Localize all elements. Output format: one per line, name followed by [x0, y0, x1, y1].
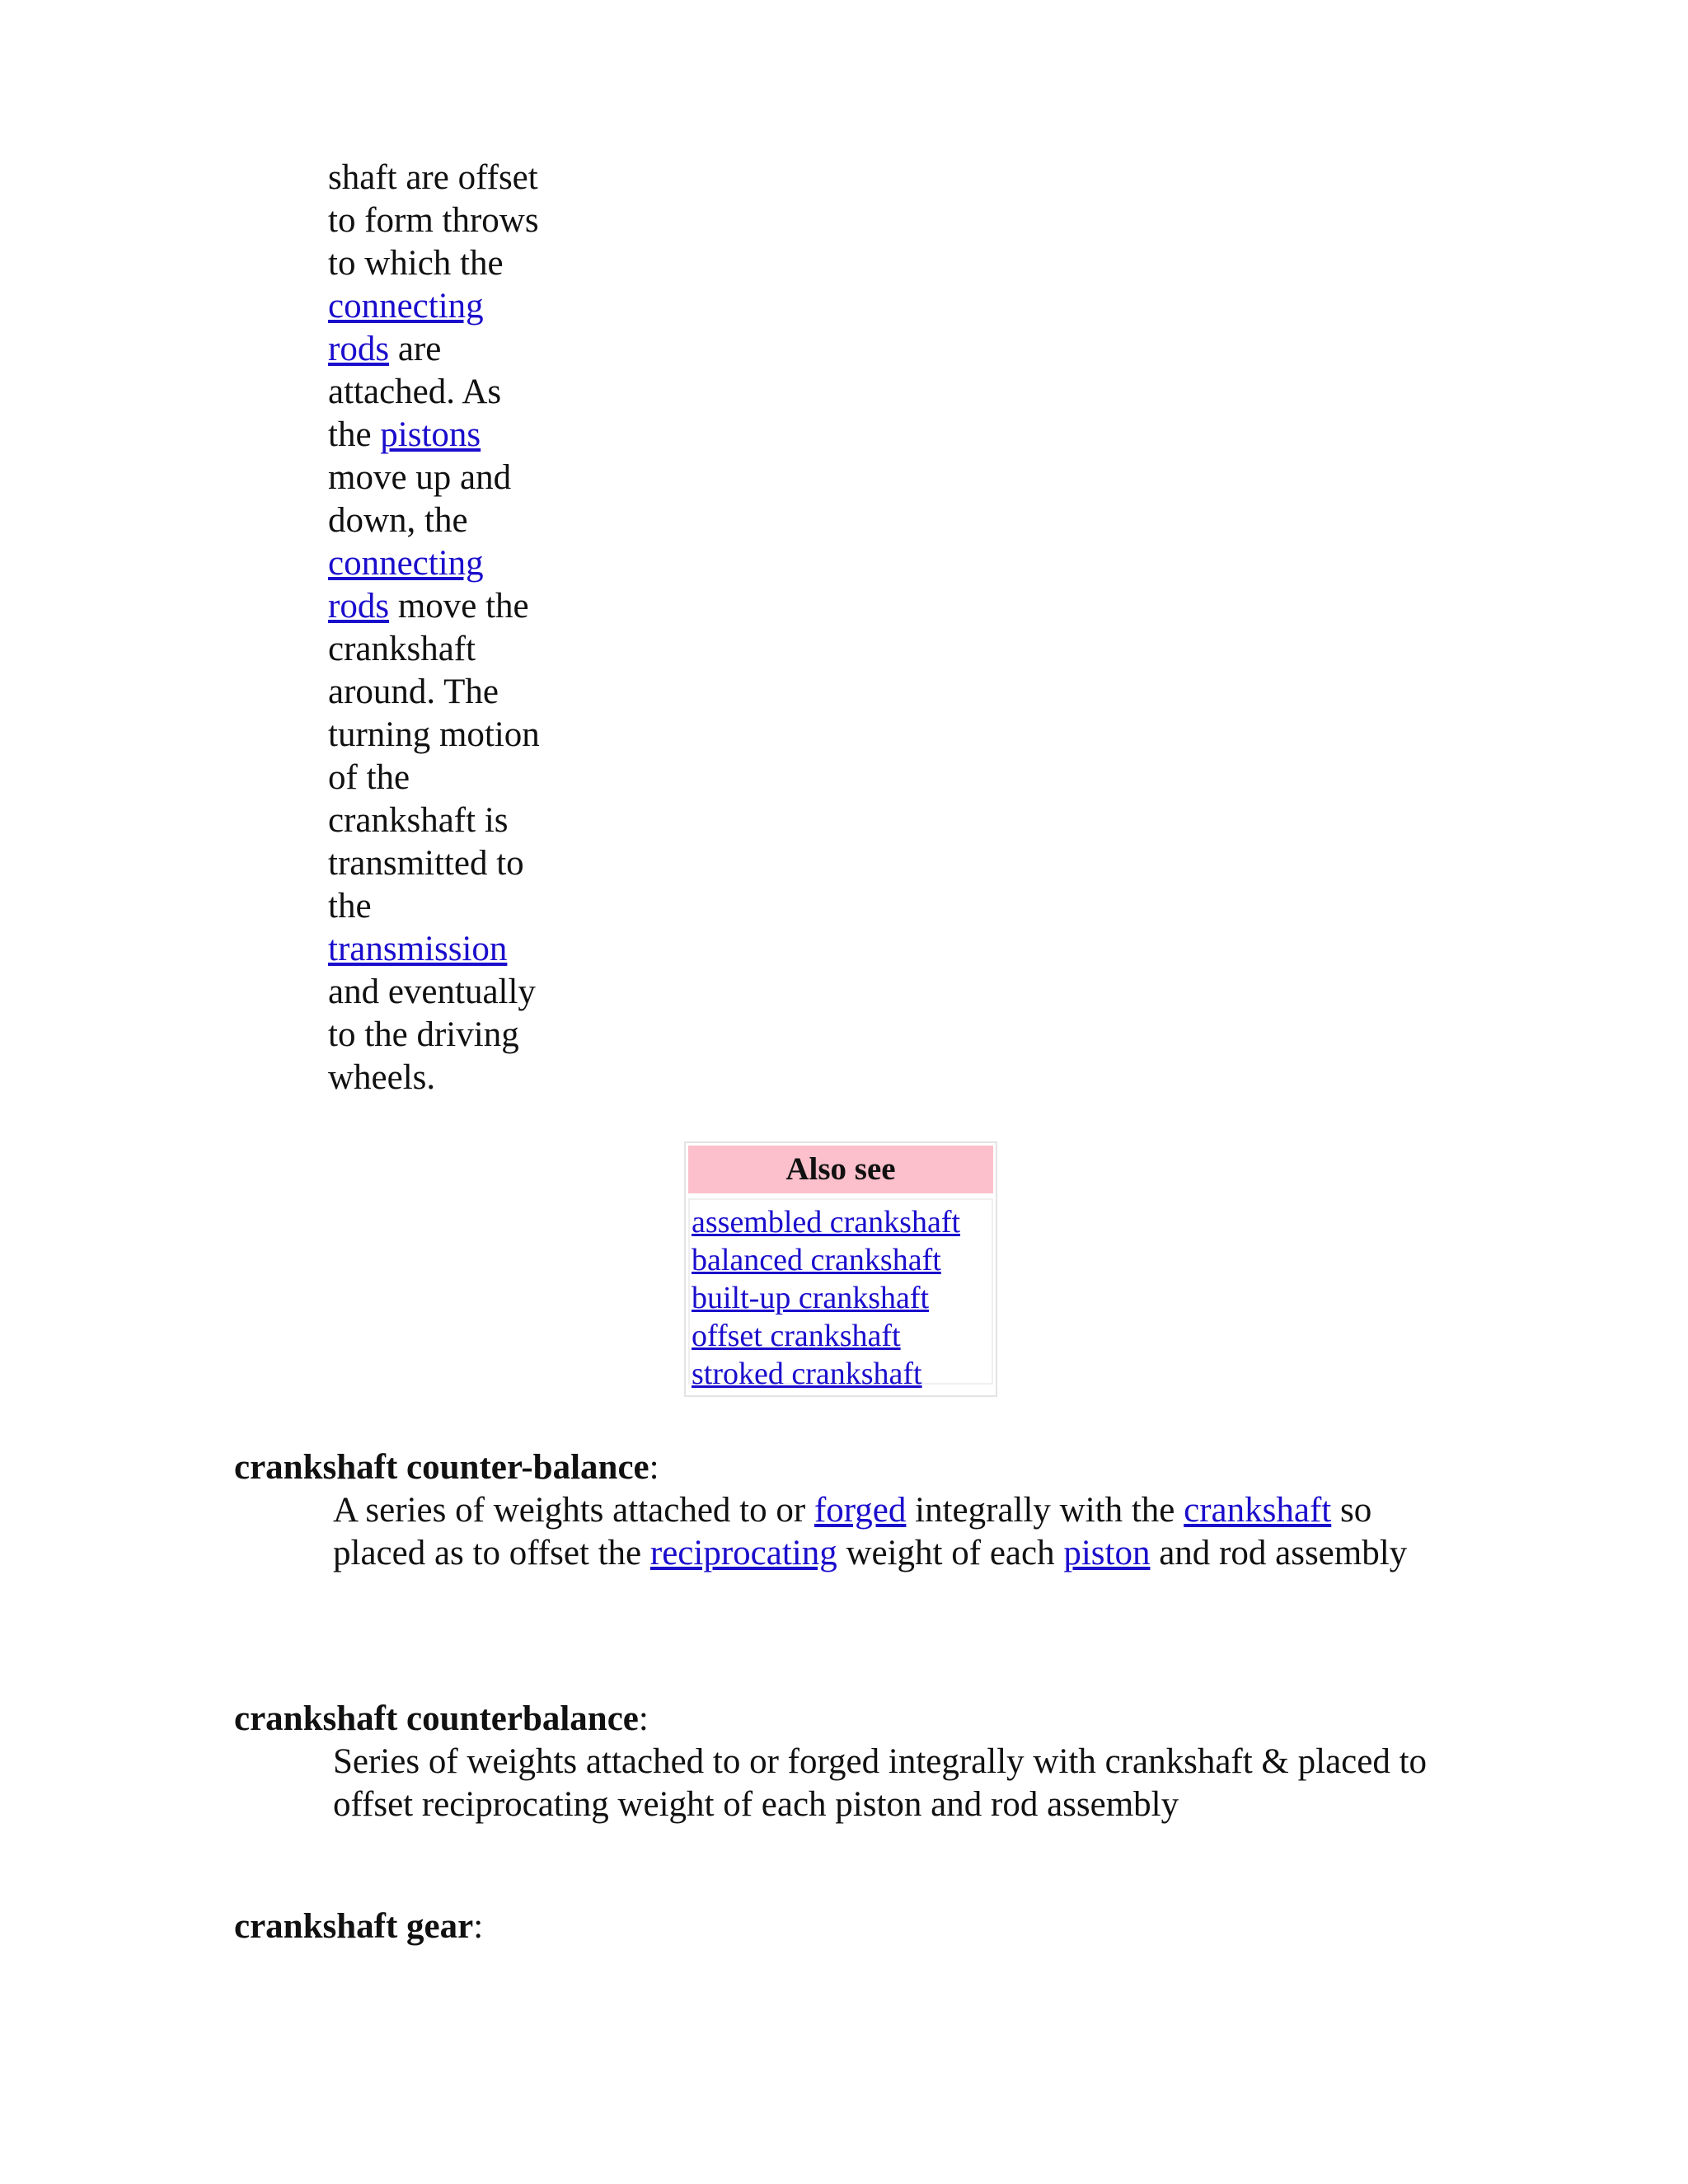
entry-definition [333, 1489, 1470, 1575]
glossary-entry [234, 1905, 1470, 1948]
text-fragment: and rod assembly [1150, 1534, 1408, 1572]
text-fragment: are [389, 330, 442, 368]
entry-definition: Series of weights attached to or forged integrally with crankshaft & placed to offset reciprocating weight of each piston and rod assembly [333, 1742, 1428, 1824]
also-see-box [684, 1141, 997, 1397]
text-line: the [328, 887, 372, 926]
text-line: crankshaft is [328, 801, 509, 840]
entry-heading [234, 1905, 1470, 1948]
also-see-link-balanced-crankshaft[interactable]: balanced crankshaft [692, 1243, 941, 1277]
glossary-entry [234, 1698, 1470, 1826]
text-line: attached. As [328, 373, 502, 411]
entry-colon: : [649, 1448, 659, 1487]
text-fragment: move the [389, 587, 529, 626]
connecting-rods-link-2[interactable]: connecting [328, 544, 484, 583]
piston-link[interactable]: piston [1063, 1534, 1151, 1572]
entry-term: crankshaft counter-balance [234, 1448, 649, 1487]
forged-link[interactable]: forged [814, 1491, 907, 1530]
text-line: down, the [328, 501, 468, 540]
text-line: to which the [328, 244, 504, 283]
also-see-list [688, 1198, 993, 1391]
text-line: shaft are offset [328, 158, 538, 197]
crankshaft-link[interactable]: crankshaft [1184, 1491, 1332, 1530]
entry-term: crankshaft gear [234, 1907, 474, 1946]
text-line: move up and [328, 458, 512, 497]
connecting-rods-link-cont[interactable]: rods [328, 330, 390, 368]
text-line: turning motion [328, 715, 540, 754]
reciprocating-link[interactable]: reciprocating [649, 1534, 837, 1572]
text-fragment: integrally with the [906, 1491, 1184, 1530]
transmission-link[interactable]: transmission [328, 930, 508, 968]
connecting-rods-link[interactable]: connecting [328, 287, 484, 326]
text-fragment: so placed as to offset the [333, 1491, 1372, 1572]
text-line: transmitted to [328, 844, 524, 883]
text-line: and eventually [328, 972, 536, 1011]
also-see-link-stroked-crankshaft[interactable]: stroked crankshaft [692, 1357, 922, 1391]
entry-heading [234, 1698, 1470, 1741]
text-line: of the [328, 758, 410, 797]
text-line: to form throws [328, 201, 539, 240]
entry-colon: : [638, 1699, 649, 1738]
text-fragment: weight of each [837, 1534, 1064, 1572]
entry-term: crankshaft counterbalance [234, 1699, 639, 1738]
connecting-rods-link-2-cont[interactable]: rods [328, 587, 390, 626]
entry-colon: : [473, 1907, 484, 1946]
glossary-entry [234, 1446, 1470, 1575]
text-fragment: A series of weights attached to or [333, 1491, 814, 1530]
text-fragment: the [328, 415, 381, 454]
text-line: wheels. [328, 1058, 436, 1097]
also-see-title: Also see [688, 1146, 993, 1193]
also-see-link-assembled-crankshaft[interactable]: assembled crankshaft [692, 1205, 961, 1240]
entry-heading [234, 1446, 1470, 1489]
text-line: to the driving [328, 1015, 519, 1054]
also-see-link-built-up-crankshaft[interactable]: built-up crankshaft [692, 1281, 930, 1315]
crankshaft-definition-column [328, 157, 575, 1099]
text-line: crankshaft [328, 630, 476, 668]
text-line: around. The [328, 673, 499, 711]
also-see-link-offset-crankshaft[interactable]: offset crankshaft [692, 1319, 901, 1353]
pistons-link[interactable]: pistons [380, 415, 481, 454]
